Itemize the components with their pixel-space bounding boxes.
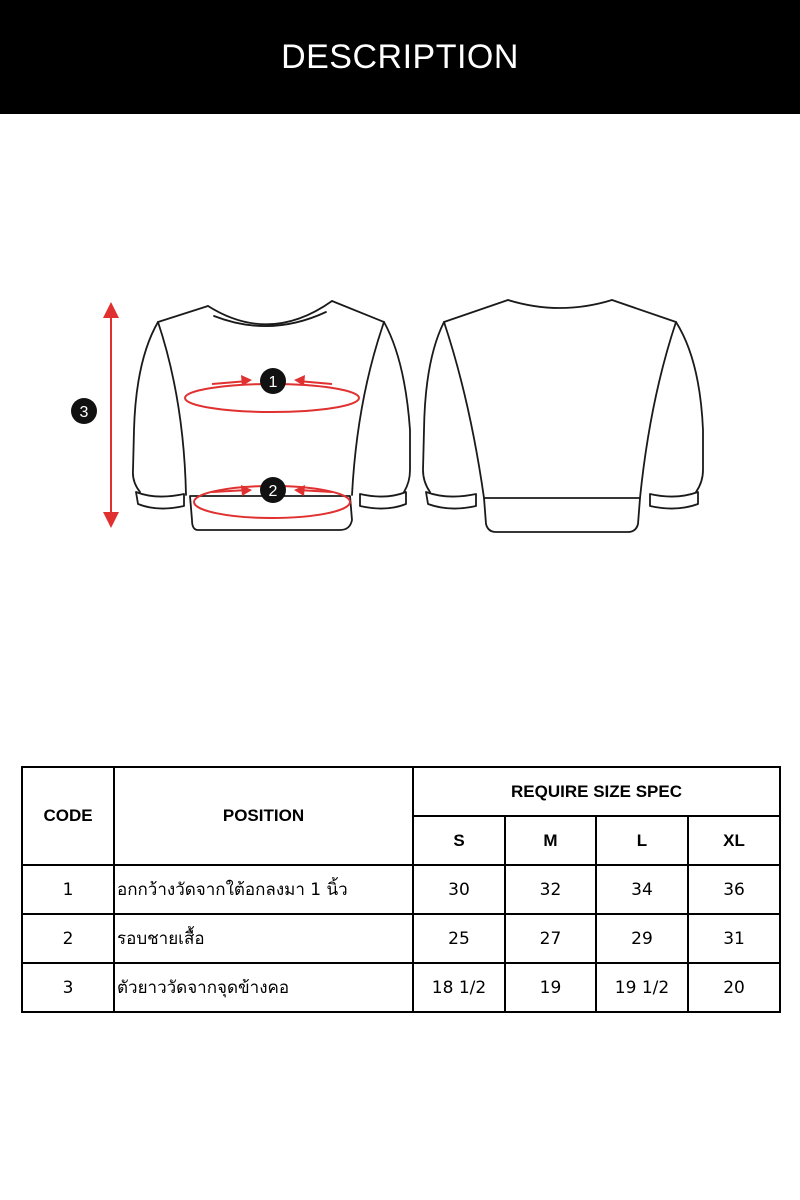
header-size-s: S [413,816,505,865]
svg-text:3: 3 [79,404,89,421]
table-row [22,865,780,914]
row-value-m: 27 [505,914,596,963]
marker-2 [260,477,286,503]
row-value-m: 32 [505,865,596,914]
row-position: อกกว้างวัดจากใต้อกลงมา 1 นิ้ว [114,865,413,914]
marker-1 [260,368,286,394]
table-row [22,914,780,963]
header-size-spec: REQUIRE SIZE SPEC [413,767,780,816]
header-bar [0,0,800,114]
back-garment [423,300,703,532]
row-value-xl: 20 [688,963,780,1012]
header-position: POSITION [114,767,413,865]
page-title: DESCRIPTION [281,37,519,76]
table-row [22,963,780,1012]
row-position: ตัวยาววัดจากจุดข้างคอ [114,963,413,1012]
size-spec-table [21,766,781,1013]
header-size-m: M [505,816,596,865]
row-value-s: 18 1/2 [413,963,505,1012]
svg-text:1: 1 [268,374,278,391]
row-position: รอบชายเสื้อ [114,914,413,963]
row-value-s: 25 [413,914,505,963]
svg-text:2: 2 [268,483,278,500]
header-code: CODE [22,767,114,865]
row-value-s: 30 [413,865,505,914]
row-code: 3 [22,963,114,1012]
row-value-l: 29 [596,914,688,963]
table-header-row [22,767,780,816]
marker-3 [71,398,97,424]
header-size-l: L [596,816,688,865]
row-code: 1 [22,865,114,914]
row-value-xl: 36 [688,865,780,914]
row-value-l: 34 [596,865,688,914]
row-value-m: 19 [505,963,596,1012]
header-size-xl: XL [688,816,780,865]
row-value-xl: 31 [688,914,780,963]
row-value-l: 19 1/2 [596,963,688,1012]
row-code: 2 [22,914,114,963]
size-illustration [0,280,800,550]
